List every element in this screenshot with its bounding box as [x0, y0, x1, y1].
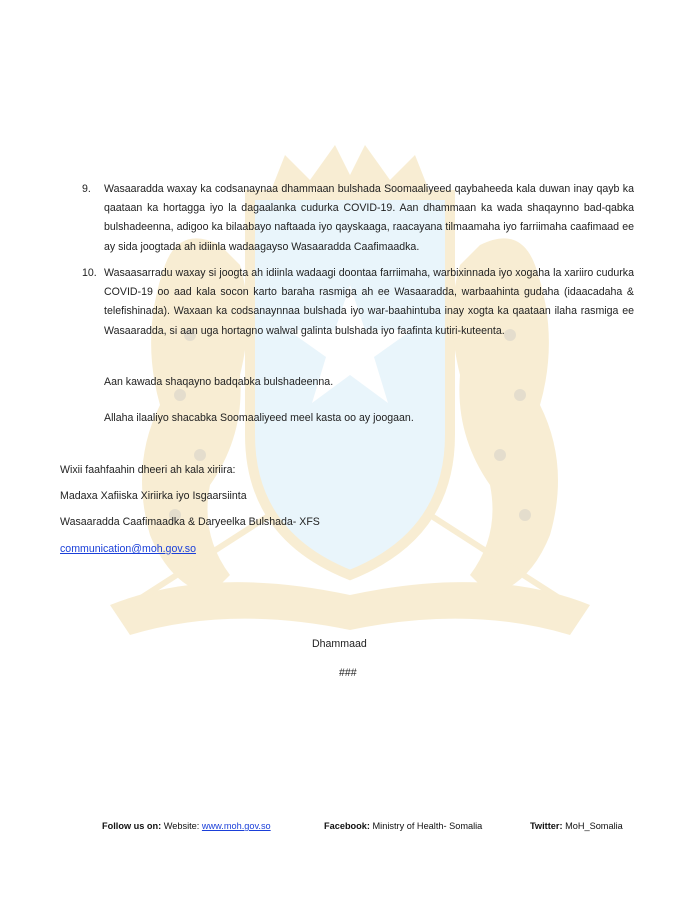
list-item-10	[82, 264, 634, 341]
closing-line-1: Aan kawada shaqayno badqabka bulshadeenna.	[104, 376, 334, 388]
list-item-number: 10.	[82, 267, 97, 279]
list-item-text: Wasaaradda waxay ka codsanaynaa dhammaan bulshada Soomaaliyeed qaybaheeda kala duwan inay qayb ka qaataan ka hortagga iyo la dagaalanka cudurka COVID-19. Aan dhammaan ka wada shaqaynno bad-qabka bulshadeenna, adigoo ka bilaabayo naftaada iyo qayskaaga, raacayana tilmaamaha iyo farriimaha caafimaad ee ay sida joogtada ah idiinla wadaagayso Wasaaradda Caafimaadka.	[104, 183, 634, 253]
list-item-9	[82, 180, 634, 257]
footer-follow-label: Follow us on	[102, 821, 159, 831]
footer-facebook-value: Ministry of Health- Somalia	[372, 821, 483, 831]
closing-line-2: Allaha ilaaliyo shacabka Soomaaliyeed meel kasta oo ay joogaan.	[104, 412, 414, 424]
footer-twitter-value: MoH_Somalia	[565, 821, 623, 831]
footer-twitter-label: Twitter	[530, 821, 560, 831]
footer-website-label: Website:	[163, 821, 200, 831]
list-item-number: 9.	[82, 183, 91, 195]
contact-email-link[interactable]: communication@moh.gov.so	[60, 543, 196, 555]
footer-facebook-group: Facebook: Ministry of Health- Somalia	[324, 821, 483, 831]
footer-twitter-group: Twitter: MoH_Somalia	[530, 821, 623, 831]
contact-office: Madaxa Xafiiska Xiriirka iyo Isgaarsiinta	[60, 490, 247, 502]
footer-website-link[interactable]: www.moh.gov.so	[201, 821, 271, 831]
footer-facebook-label: Facebook	[324, 821, 367, 831]
contact-ministry: Wasaaradda Caafimaadka & Daryeelka Bulshada- XFS	[60, 516, 320, 528]
list-item-text: Wasaasarradu waxay si joogta ah idiinla wadaagi doontaa farriimaha, warbixinnada iyo xogaha la xariiro cudurka COVID-19 oo aad kala socon karto baraha rasmiga ah ee Wasaaradda, warbaahinta gudaha (idaacadaha & telefishinada). Waxaan ka codsanaynnaa bulshada iyo war-baahintuba inay xogta ka qaataan ilaha rasmiga ee Wasaaradda, si aan uga hortagno walwal galinta bulshada iyo faafinta kutiri-kuteenta.	[104, 267, 634, 337]
end-marker: Dhammaad	[312, 638, 367, 650]
contact-intro: Wixii faahfaahin dheeri ah kala xiriira:	[60, 464, 236, 476]
end-symbol: ###	[339, 667, 357, 679]
footer-website-group: Follow us on: Website: www.moh.gov.so	[102, 821, 271, 831]
